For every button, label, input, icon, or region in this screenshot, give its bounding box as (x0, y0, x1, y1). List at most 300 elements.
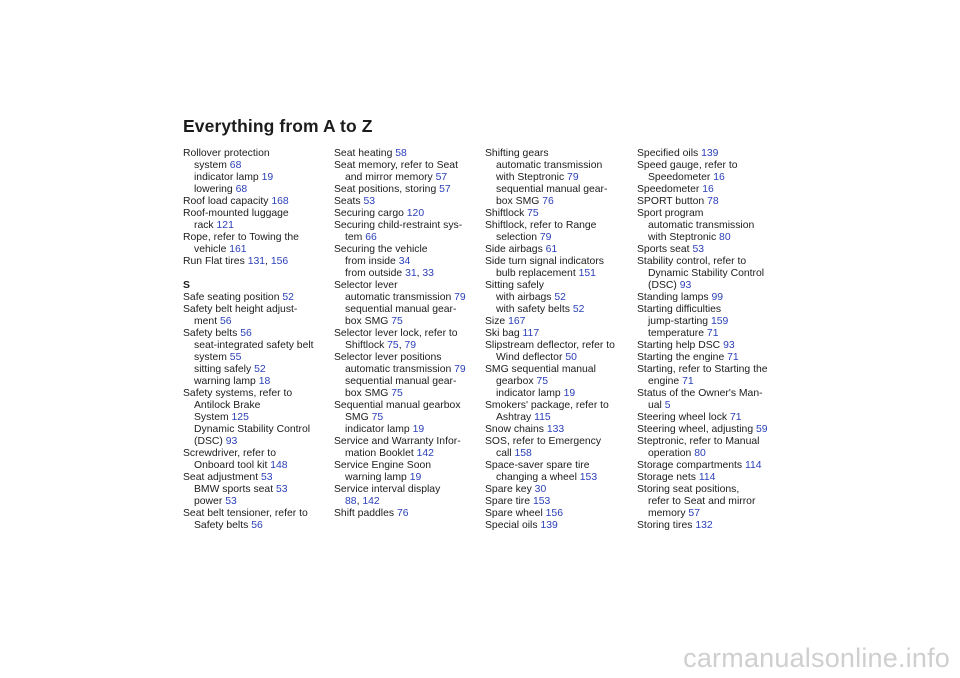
entry-text: Storing seat positions, (637, 484, 740, 495)
page-link[interactable]: 115 (534, 412, 551, 423)
page-link[interactable]: 153 (579, 472, 598, 483)
index-subentry (183, 340, 329, 352)
page-link[interactable]: 71 (730, 412, 742, 423)
index-entry (637, 424, 783, 436)
page-link[interactable]: 79 (454, 292, 466, 303)
page-link[interactable]: 75 (391, 316, 403, 327)
page-link[interactable]: 18 (258, 376, 271, 387)
index-entry (485, 484, 631, 496)
page-link[interactable]: 71 (682, 376, 694, 387)
index-entry (637, 184, 783, 196)
page-link[interactable]: 66 (365, 232, 377, 243)
entry-text: Securing cargo (334, 208, 407, 219)
entry-text: Smokers' package, refer to (485, 400, 609, 411)
index-subentry (334, 256, 480, 268)
index-entry (637, 208, 783, 220)
index-entry (485, 220, 631, 232)
entry-text: Seat memory, refer to Seat (334, 160, 458, 171)
index-entry (183, 472, 329, 484)
entry-text: ment (194, 316, 220, 327)
page-link[interactable]: 75 (536, 376, 548, 387)
index-subentry (183, 376, 329, 388)
page-separator: , (416, 268, 423, 279)
entry-text: gearbox (496, 376, 537, 387)
index-entry (183, 148, 329, 160)
entry-text: vehicle (194, 244, 230, 255)
index-subentry (183, 424, 329, 436)
entry-text: Ashtray (496, 412, 535, 423)
entry-text: seat-integrated safety belt (194, 340, 314, 351)
index-column-1 (183, 148, 329, 532)
page-link[interactable]: 131 (247, 256, 266, 267)
entry-text: Side airbags (485, 244, 546, 255)
index-subentry (334, 292, 480, 304)
index-entry (334, 328, 480, 340)
entry-text: Selector lever (334, 280, 398, 291)
index-subentry (637, 220, 783, 232)
index-entry (334, 400, 480, 412)
index-column-4 (637, 148, 783, 532)
entry-text: indicator lamp (496, 388, 564, 399)
page-link[interactable]: 16 (713, 172, 725, 183)
page-link[interactable]: 53 (260, 472, 273, 483)
entry-text: Spare tire (485, 496, 533, 507)
index-entry (183, 508, 329, 520)
entry-text: lowering (194, 184, 236, 195)
index-entry (183, 388, 329, 400)
entry-text: Steering wheel, adjusting (637, 424, 756, 435)
entry-text: Shiftlock, refer to Range (485, 220, 597, 231)
entry-text: Starting the engine (637, 352, 728, 363)
index-subentry (334, 412, 480, 424)
index-subentry (334, 172, 480, 184)
entry-text: SPORT button (637, 196, 708, 207)
entry-text: Sport program (637, 208, 704, 219)
index-subentry (485, 184, 631, 196)
index-subentry (183, 172, 329, 184)
index-subentry (183, 484, 329, 496)
index-subentry (183, 412, 329, 424)
entry-text: Side turn signal indicators (485, 256, 604, 267)
entry-text: rack (194, 220, 217, 231)
entry-text: Speedometer (637, 184, 703, 195)
page-link[interactable]: 19 (261, 172, 274, 183)
index-subentry (334, 376, 480, 388)
index-subentry (334, 268, 480, 280)
entry-text: Status of the Owner's Man- (637, 388, 763, 399)
index-subentry (637, 232, 783, 244)
page-link[interactable]: 88 (345, 496, 357, 507)
page-link[interactable]: 53 (225, 496, 237, 507)
page-link[interactable]: 52 (282, 292, 294, 303)
index-entry (637, 352, 783, 364)
entry-text: Dynamic Stability Control (194, 424, 311, 435)
entry-text: Wind deflector (496, 352, 566, 363)
page-link[interactable]: 57 (688, 508, 700, 519)
page-link[interactable]: 75 (371, 412, 384, 423)
index-subentry (485, 268, 631, 280)
page-link[interactable]: 133 (546, 424, 565, 435)
page-link[interactable]: 56 (220, 316, 232, 327)
index-entry (637, 244, 783, 256)
page-link[interactable]: 58 (395, 148, 407, 159)
page-link[interactable]: 31 (405, 268, 417, 279)
index-entry (183, 304, 329, 316)
entry-text: memory (648, 508, 689, 519)
page-title: Everything from A to Z (183, 116, 373, 136)
entry-text: temperature (648, 328, 707, 339)
index-entry (334, 148, 480, 160)
entry-text: Starting difficulties (637, 304, 722, 315)
entry-text: BMW sports seat (194, 484, 276, 495)
index-entry (637, 256, 783, 268)
entry-text: Shifting gears (485, 148, 549, 159)
entry-text: SOS, refer to Emergency (485, 436, 602, 447)
entry-text: Specified oils (637, 148, 702, 159)
entry-text: Storing tires (637, 520, 696, 531)
index-subentry (485, 412, 631, 424)
page-link[interactable]: 161 (229, 244, 247, 255)
site-watermark: carmanualsonline.info (683, 643, 950, 673)
entry-text: indicator lamp (345, 424, 413, 435)
index-entry (183, 292, 329, 304)
entry-text: Rope, refer to Towing the (183, 232, 299, 243)
page-link[interactable]: 151 (578, 268, 596, 279)
index-column-3 (485, 148, 631, 532)
entry-text: (DSC) (648, 280, 680, 291)
index-entry (183, 196, 329, 208)
index-entry (183, 328, 329, 340)
index-entry (637, 292, 783, 304)
page-link[interactable]: 79 (454, 364, 466, 375)
page-link[interactable]: 93 (723, 340, 735, 351)
entry-text: System (194, 412, 232, 423)
entry-text: SMG sequential manual (485, 364, 596, 375)
entry-text: Spare key (485, 484, 535, 495)
entry-text: sequential manual gear- (496, 184, 608, 195)
entry-text: Speedometer (648, 172, 714, 183)
page-link[interactable]: 53 (363, 196, 376, 207)
entry-text: Ski bag (485, 328, 523, 339)
page-link[interactable]: 80 (694, 448, 706, 459)
page-link[interactable]: 156 (545, 508, 563, 519)
page-link[interactable]: 33 (422, 268, 434, 279)
index-entry (485, 316, 631, 328)
page-link[interactable]: 167 (508, 316, 526, 327)
index-subentry (334, 388, 480, 400)
entry-text: with Steptronic (496, 172, 568, 183)
index-subentry (334, 364, 480, 376)
page-link[interactable]: 5 (664, 400, 671, 411)
page-link[interactable]: 148 (270, 460, 288, 471)
page-link[interactable]: 68 (229, 160, 242, 171)
entry-text: SMG (345, 412, 372, 423)
entry-text: tem (345, 232, 366, 243)
entry-text: changing a wheel (496, 472, 580, 483)
section-letter (183, 280, 329, 292)
index-subentry (485, 376, 631, 388)
page-link[interactable]: 114 (698, 472, 716, 483)
index-subentry (637, 268, 783, 280)
index-subentry (637, 172, 783, 184)
page-link[interactable]: 71 (706, 328, 719, 339)
page-link[interactable]: 99 (711, 292, 724, 303)
index-subentry (485, 352, 631, 364)
entry-text: Seat positions, storing (334, 184, 440, 195)
entry-text: Safe seating position (183, 292, 283, 303)
page-link[interactable]: 57 (435, 172, 448, 183)
entry-text: Snow chains (485, 424, 547, 435)
page-link[interactable]: 132 (695, 520, 713, 531)
index-subentry (637, 496, 783, 508)
index-entry (637, 148, 783, 160)
page-link[interactable]: 59 (756, 424, 768, 435)
page-link[interactable]: 142 (416, 448, 434, 459)
index-subentry (637, 508, 783, 520)
page-link[interactable]: 75 (527, 208, 539, 219)
entry-text: system (194, 352, 230, 363)
index-entry (485, 256, 631, 268)
index-subentry (183, 520, 329, 532)
index-column-2 (334, 148, 480, 520)
entry-text: automatic transmission (345, 364, 455, 375)
entry-text: Storage nets (637, 472, 699, 483)
page-separator: , (398, 340, 405, 351)
index-entry (485, 208, 631, 220)
entry-text: Shiftlock (345, 340, 388, 351)
entry-text: Sitting safely (485, 280, 544, 291)
entry-text: Storage compartments (637, 460, 745, 471)
entry-text: with Steptronic (648, 232, 720, 243)
entry-text: Steering wheel lock (637, 412, 730, 423)
entry-text: bulb replacement (496, 268, 579, 279)
page-link[interactable]: 78 (707, 196, 719, 207)
entry-text: automatic transmission (496, 160, 603, 171)
index-subentry (637, 448, 783, 460)
index-entry (334, 352, 480, 364)
entry-text: automatic transmission (648, 220, 755, 231)
entry-text: call (496, 448, 515, 459)
index-subentry (485, 292, 631, 304)
entry-text: Sequential manual gearbox (334, 400, 461, 411)
index-subentry (485, 160, 631, 172)
entry-text: Shiftlock (485, 208, 528, 219)
index-subentry (485, 196, 631, 208)
index-subentry (183, 220, 329, 232)
index-subentry (334, 496, 480, 508)
page-link[interactable]: 34 (398, 256, 411, 267)
entry-text: warning lamp (345, 472, 410, 483)
page-link[interactable]: 139 (540, 520, 558, 531)
index-subentry (334, 448, 480, 460)
entry-text: Dynamic Stability Control (648, 268, 765, 279)
entry-text: selection (496, 232, 540, 243)
entry-text: sequential manual gear- (345, 304, 457, 315)
index-subentry (183, 184, 329, 196)
index-subentry (334, 304, 480, 316)
page-link[interactable]: 120 (406, 208, 425, 219)
entry-text: Space-saver spare tire (485, 460, 590, 471)
index-subentry (183, 316, 329, 328)
index-entry (637, 304, 783, 316)
page-link[interactable]: 80 (719, 232, 731, 243)
page-link[interactable]: 19 (409, 472, 422, 483)
entry-text: Speed gauge, refer to (637, 160, 738, 171)
entry-text: Roof-mounted luggage (183, 208, 289, 219)
index-entry (334, 508, 480, 520)
page-link[interactable]: 19 (563, 388, 576, 399)
entry-text: with airbags (496, 292, 555, 303)
index-subentry (485, 304, 631, 316)
index-entry (334, 196, 480, 208)
index-entry (485, 520, 631, 532)
page-link[interactable]: 57 (439, 184, 451, 195)
page-link[interactable]: 53 (276, 484, 288, 495)
page-link[interactable]: 16 (702, 184, 714, 195)
entry-text: Seat belt tensioner, refer to (183, 508, 308, 519)
index-entry (485, 280, 631, 292)
entry-text: box SMG (345, 316, 392, 327)
index-entry (334, 220, 480, 232)
entry-text: Size (485, 316, 509, 327)
index-entry (485, 328, 631, 340)
page-link[interactable]: 121 (216, 220, 234, 231)
entry-text: engine (648, 376, 683, 387)
page-link[interactable]: 71 (727, 352, 739, 363)
page-link[interactable]: 159 (710, 316, 729, 327)
index-entry (334, 184, 480, 196)
entry-text: Standing lamps (637, 292, 712, 303)
page-link[interactable]: 52 (254, 364, 266, 375)
entry-text: Safety systems, refer to (183, 388, 293, 399)
page-link[interactable]: 75 (391, 388, 403, 399)
entry-text: Starting help DSC (637, 340, 724, 351)
entry-text: Service interval display (334, 484, 441, 495)
entry-text: Rollover protection (183, 148, 270, 159)
index-subentry (485, 472, 631, 484)
entry-text: Stability control, refer to (637, 256, 747, 267)
index-entry (334, 244, 480, 256)
entry-text: Starting, refer to Starting the (637, 364, 768, 375)
entry-text: Safety belts (194, 520, 252, 531)
entry-text: Run Flat tires (183, 256, 248, 267)
entry-text: Seat heating (334, 148, 396, 159)
page-link[interactable]: 75 (387, 340, 399, 351)
entry-text: (DSC) (194, 436, 226, 447)
entry-text: ual (648, 400, 665, 411)
index-entry (485, 400, 631, 412)
page-link[interactable]: 156 (270, 256, 289, 267)
page-link[interactable]: 68 (235, 184, 248, 195)
entry-text: Service Engine Soon (334, 460, 432, 471)
entry-text: sequential manual gear- (345, 376, 457, 387)
page-link[interactable]: 142 (362, 496, 380, 507)
index-subentry (485, 388, 631, 400)
page-link[interactable]: 158 (514, 448, 532, 459)
entry-text: Selector lever lock, refer to (334, 328, 458, 339)
page-link[interactable]: 79 (567, 172, 579, 183)
index-subentry (183, 400, 329, 412)
page-link[interactable]: 52 (572, 304, 585, 315)
page-link[interactable]: 139 (701, 148, 719, 159)
index-subentry (637, 376, 783, 388)
page-link[interactable]: 76 (542, 196, 554, 207)
page-link[interactable]: 19 (412, 424, 425, 435)
page-link[interactable]: 30 (534, 484, 547, 495)
page-link[interactable]: 153 (532, 496, 551, 507)
entry-text: Safety belt height adjust- (183, 304, 298, 315)
page-link[interactable]: 168 (271, 196, 289, 207)
index-subentry (183, 436, 329, 448)
index-entry (183, 448, 329, 460)
page-link[interactable]: 79 (404, 340, 417, 351)
page-link[interactable]: 125 (231, 412, 249, 423)
index-entry (637, 196, 783, 208)
index-subentry (485, 232, 631, 244)
page-link[interactable]: 76 (396, 508, 409, 519)
index-entry (485, 460, 631, 472)
page-link[interactable]: 56 (251, 520, 263, 531)
entry-text: Screwdriver, refer to (183, 448, 276, 459)
page-link[interactable]: 53 (692, 244, 705, 255)
index-entry (334, 208, 480, 220)
page-link[interactable]: 56 (240, 328, 252, 339)
index-subentry (637, 280, 783, 292)
index-entry (637, 484, 783, 496)
index-entry (334, 484, 480, 496)
index-subentry (637, 328, 783, 340)
page-link[interactable]: 117 (522, 328, 540, 339)
page-link[interactable]: 93 (225, 436, 238, 447)
entry-text: operation (648, 448, 695, 459)
entry-text: from inside (345, 256, 399, 267)
index-entry (334, 436, 480, 448)
entry-text: indicator lamp (194, 172, 262, 183)
entry-text: from outside (345, 268, 406, 279)
entry-text: mation Booklet (345, 448, 417, 459)
index-entry (637, 160, 783, 172)
page-link[interactable]: 79 (539, 232, 552, 243)
index-subentry (334, 316, 480, 328)
page-link[interactable]: 114 (745, 460, 762, 471)
entry-text: Securing child-restraint sys- (334, 220, 463, 231)
index-entry (183, 256, 329, 268)
index-entry (637, 436, 783, 448)
entry-text: Onboard tool kit (194, 460, 271, 471)
page-link[interactable]: 55 (229, 352, 242, 363)
entry-text: power (194, 496, 226, 507)
entry-text: automatic transmission (345, 292, 455, 303)
page-link[interactable]: 52 (554, 292, 566, 303)
entry-text: with safety belts (496, 304, 573, 315)
page-separator: , (265, 256, 271, 267)
entry-text: Shift paddles (334, 508, 397, 519)
page-link[interactable]: 93 (679, 280, 692, 291)
entry-text: Roof load capacity (183, 196, 272, 207)
page-link[interactable]: 50 (565, 352, 577, 363)
index-subentry (334, 340, 480, 352)
index-entry (334, 280, 480, 292)
index-entry (334, 460, 480, 472)
entry-text: warning lamp (194, 376, 259, 387)
page-link[interactable]: 61 (545, 244, 558, 255)
entry-text: box SMG (345, 388, 392, 399)
entry-text: Securing the vehicle (334, 244, 428, 255)
entry-text: box SMG (496, 196, 543, 207)
entry-text: Slipstream deflector, refer to (485, 340, 615, 351)
index-entry (485, 436, 631, 448)
index-entry (485, 340, 631, 352)
